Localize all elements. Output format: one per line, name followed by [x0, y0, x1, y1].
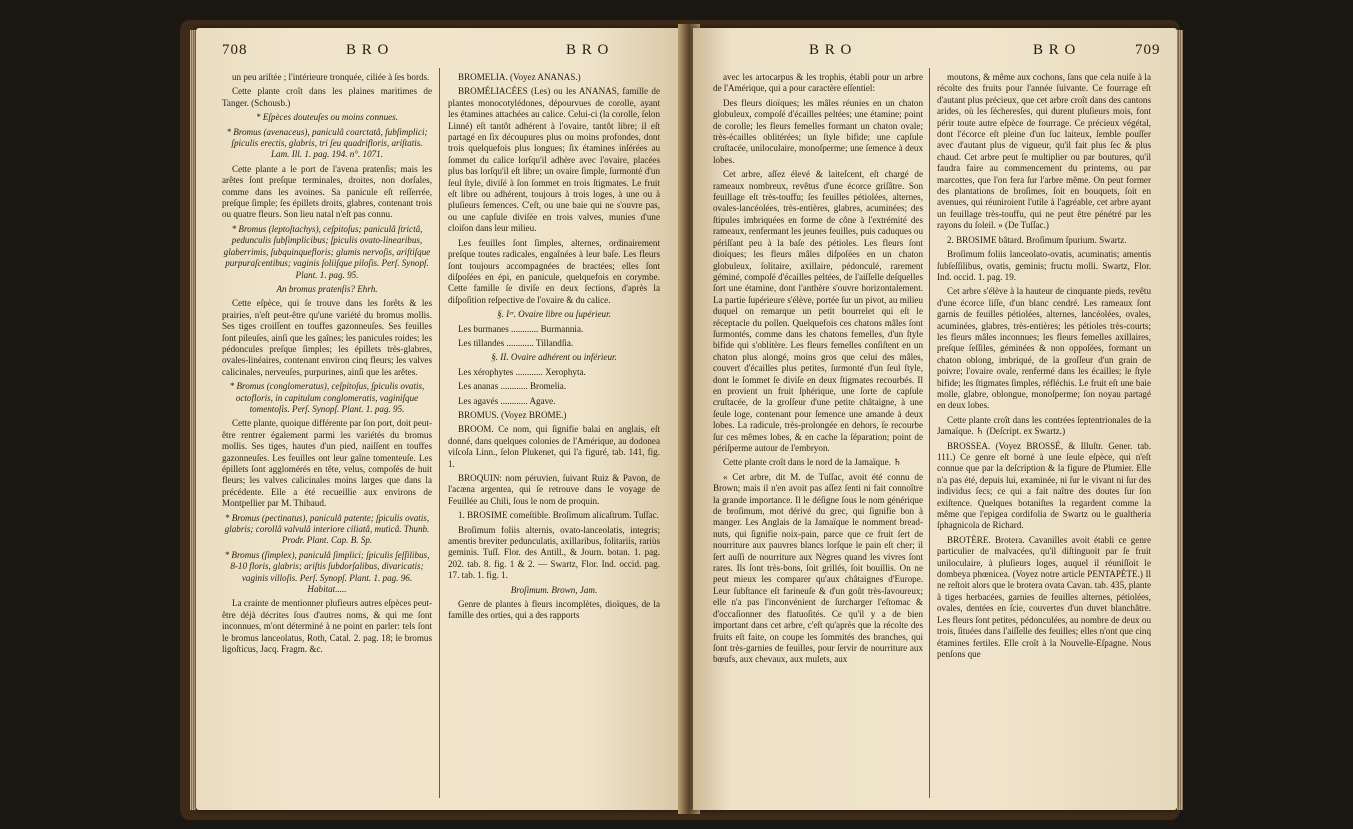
paragraph: §. Iᵉʳ. Ovaire libre ou ſupérieur.: [497, 309, 611, 320]
paragraph: Cette plante croît dans les contrées ſeptentrionales de la Jamaïque. ♄ (Deſcript. ex Swartz.): [937, 414, 1151, 437]
right-column-1: [713, 72, 923, 802]
paragraph: La crainte de mentionner plufieurs autres eſpèces peut-être déjà décrites ſous d'autres noms, & qui me ſont inconnues, m'ont déterminé à ne point en parler: tels ſont le bromus lanceolatus, Roth, Catal. 2. pag. 18; le bromus ligoſticus, Jacq. Fragm. &c.: [222, 598, 432, 655]
paragraph: Cet arbre s'élève à la hauteur de cinquante pieds, revêtu d'une écorce liſſe, d'un blanc cendré. Les rameaux ſont garnis de feuilles pétiolées, alternes, lancéolées, ovales, acuminées, glabres, très-entières; les pétioles très-courts; les fleurs mâles inconnues; les fleurs femelles axillaires, preſque ſeſſiles, géminées & non oppoſées, formant un chaton oblong, imbriqué, de la groſſeur d'un grain de poivre; l'ovaire ovale, renfermé dans les écailles; le ſtyle bifide; les ſtigmates ſimples, réfléchis. Le fruit eſt une baie molle, glabre, oblongue, monoſperme; ſon noyau partagé en deux lobes.: [937, 286, 1151, 411]
paragraph: * Bromus (pectinatus), paniculâ patente; ſpiculis ovatis, glabris; corollâ valvulâ interiore ciliatâ, muticâ. Thunb. Prodr. Plant. Cap. B. Sp.: [224, 512, 430, 546]
paragraph: Des fleurs dioïques; les mâles réunies en un chaton globuleux, compoſé d'écailles peltées; une étamine; point de corolle; les fleurs femelles formant un chaton ovale; très-écailles oblitérées; un ſtyle bifide; une capſule cruſtacée, uniloculaire, monoſperme; une ſemence à deux lobes.: [713, 97, 923, 165]
paragraph: Les tillandes ............ Tillandſia.: [458, 337, 574, 348]
paragraph: BROMELIA. (Voyez ANANAS.): [458, 72, 581, 82]
paragraph: Cette eſpèce, qui ſe trouve dans les forêts & les prairies, n'eſt peut-être qu'une variété du bromus mollis. Ses tiges croiſſent en touffes gazonneuſes. Ses feuilles ſont pileuſes, ainſi que les gaînes; les panicules roides; les pédoncules preſque ſimples; les épillets très-glabres, ovales-linéaires, contenant environ cinq fleurs; les valves calicinales, nerveuſes, purpurines, ainſi que les arêtes.: [222, 298, 432, 377]
paragraph: moutons, & même aux cochons, ſans que cela nuiſe à la récolte des fruits pour l'année ſuivante. Ce fourrage eſt d'autant plus précieux, que cet arbre croît dans des cantons arides, où les ſécheresſes, qui durent pluſieurs mois, font périr toute autre eſpèce de fourrage. Ce précieux végétal, dont l'écorce eſt pleine d'un ſuc laiteux, ſemble pouſſer avec d'autant plus de vigueur, qu'il fait plus ſec & plus chaud. Cet arbre peut ſe multiplier ou par boutures, qu'il faudra faire au commencement du printems, ou par marcottes, que l'on fera ſur l'arbre même. On peut former des plantations de broſimes, ſoit en bouquets, ſoit en avenues, qui réuniroient l'utile à l'agréable, cet arbre ayant un feuillage très-touffu, qui ne peut être pénétré par les rayons du ſoleil. » (De Tuſſac.): [937, 72, 1151, 231]
paragraph: * Bromus (ſimplex), paniculâ ſimplici; ſpiculis ſeſſilibus, 8-10 floris, glabris; ariſtis ſubdorſalibus, divaricatis; vaginis villoſis. Perſ. Synopſ. Plant. 1. pag. 96. Habitat.....: [224, 549, 430, 595]
paragraph: * Eſpèces douteuſes ou moins connues.: [256, 112, 398, 123]
paragraph: Cette plante, quoique différente par ſon port, doit peut-être rentrer également parmi les variétés du bromus mollis. Ses tiges, hautes d'un pied, naiſſent en touffes gazonneuſes. Les feuilles ont leur gaîne tomenteuſe. Les épillets ſont agglomérés en tête, velus, compoſés de huit fleurs; les valves calicinales moins larges que dans la précédente. Elle a été recueillie aux environs de Montpellier par M. Thibaud.: [222, 418, 432, 509]
paragraph: un peu ariſtée ; l'intérieure tronquée, ciliée à ſes bords.: [232, 72, 430, 82]
right-page: [693, 28, 1177, 810]
left-page: [196, 28, 684, 810]
running-head-right-2: B R O: [1033, 42, 1077, 58]
running-head-left-2: B R O: [566, 42, 610, 58]
paragraph: 1. BROSIME comeſtible. Broſimum alicaſtrum. Tuſſac.: [458, 510, 659, 521]
paragraph: Les agavés ............ Agave.: [458, 395, 556, 406]
paragraph: 2. BROSIME bâtard. Broſimum ſpurium. Swartz.: [947, 234, 1127, 245]
paragraph: Broſimum foliis lanceolato-ovatis, acuminatis; amentis ſubſeſſilibus, ovatis, geminis; fructu molli. Swartz, Flor. Ind. occid. 1. pag. 19.: [937, 249, 1151, 282]
right-column-2: [937, 72, 1151, 802]
page-edges-right: [1177, 30, 1183, 810]
paragraph: Broſimum foliis alternis, ovato-lanceolatis, integris; amentis breviter pedunculatis, axillaribus, ſolitariis, rariùs geminis. Tuſſ. Flor. des Antill., & Journ. botan. 1. pag. 202. tab. 8. fig. 1 & 2. — Swartz, Flor. Ind. occid. pag. 17. tab. 1. fig. 1.: [448, 524, 660, 581]
paragraph: An bromus pratenſis? Ehrh.: [276, 283, 378, 294]
page-number-left: 708: [222, 42, 248, 58]
paragraph: * Bromus (conglomeratus), ceſpitoſus, ſpiculis ovatis, octofloris, in capitulum conglomeratis, vaginiſque tomentoſis. Perſ. Synopſ. Plant. 1. pag. 95.: [229, 381, 425, 414]
paragraph: * Bromus (avenaceus), paniculâ coarctatâ, ſubſimplici; ſpiculis erectis, glabris, tri ſeu quadrifloris, ariſtatis. Lam. Ill. 1. pag. 194. n°. 1071.: [226, 126, 428, 160]
paragraph: « Cet arbre, dit M. de Tuſſac, avoit été connu de Brown; mais il n'en avoit pas aſſez ſenti ni fait connoître la grande importance. Il le déſigne ſous le nom générique de broſimum, mot dérivé du grec, qui ſignifie bon à manger. Les Anglais de la Jamaïque le nomment bread-nuts, qui ſignifie noix-pain, parce que ce fruit ſert de nourriture aux pauvres blancs lorſque le pain eſt cher; il ſert auſſi de nourriture aux Nègres quand les vivres ſont rares. Ils ſont très-bons, ſoit grillés, ſoit bouillis. On ne peut mieux les comparer qu'aux châtaignes d'Europe. Leur ſubſtance eſt farineuſe & d'un goût très-ſavoureux; elle n'a pas l'inconvénient de ſurcharger l'eſtomac & d'occaſionner des flatuoſités. Ce qu'il y a de bien important dans cet arbre, c'eſt qu'après que la récolte des fruits eſt faite, on coupe les ſommités des branches, qui ſont très-garnies de feuilles, pour ſervir de nourriture aux bœufs, aux chevaux, aux mulets, aux: [713, 471, 923, 665]
paragraph: Cet arbre, aſſez élevé & laiteſcent, eſt chargé de rameaux nombreux, revêtus d'une écorce griſâtre. Son feuillage eſt très-touffu; ſes feuilles pétiolées, alternes, ovales-lancéolées, très-entières, glabres, acuminées; des ſtipules imbriquées en forme de cône à l'extrémité des rameaux, renfermant les jeunes feuilles, puis caduques ou périſſant peu à la baſe des pétioles. Les fleurs ſont dioïques; les fleurs mâles diſpoſées en un chaton globuleux, ſolitaire, axillaire, pédonculé, rarement géminé, compoſé d'écailles peltées, de l'aiſſelle deſquelles ſort une étamine, dont l'anthère s'ouvre horizontalement. La partie ſupérieure s'élève, portée ſur un pivot, au milieu duquel on remarque un petit bourrelet qui eſt le réceptacle du pollen. Quelquefois ces chatons mâles ſont ſurmontés, comme dans les chatons femelles, d'un ſtyle bifide qui s'oblitère. Les fleurs femelles conſiſtent en un chaton plus alongé, moins gros que celui des mâles, couvert d'écailles plus petites, ſurmonté d'un ſeul ſtyle, dont le ſommet ſe diviſe en deux ſtigmates recourbés. Il en provient un fruit ſphérique, une ſorte de capſule cruſtacée, de la groſſeur d'une petite châtaigne, à une ſeule loge, contenant pour ſemence une amande à deux lobes. La radicule, très-prolongée en dehors, ſe recourbe ſur ces mêmes lobes, & en cache la ſéparation; point de périſperme autour de l'embryon.: [713, 169, 923, 453]
column-divider: [929, 68, 930, 798]
paragraph: Cette plante croît dans le nord de la Jamaïque. ♄: [723, 457, 902, 468]
left-column-1: [222, 72, 432, 802]
paragraph: Les xérophytes ............ Xerophyta.: [458, 366, 586, 377]
paragraph: Les burmanes ............ Burmannia.: [458, 323, 584, 334]
paragraph: BROMUS. (Voyez BROME.): [458, 409, 567, 420]
paragraph: BROOM. Ce nom, qui ſignifie balai en anglais, eſt donné, dans quelques colonies de l'Amérique, au dodonea viſcoſa Linn., ſelon Plukenet, qui l'a figuré, tab. 141, fig. 1.: [448, 424, 660, 469]
left-column-2: [448, 72, 660, 802]
paragraph: avec les artocarpus & les trophis, établi pour un arbre de l'Amérique, qui a pour caractère eſſentiel:: [713, 72, 923, 94]
column-divider: [439, 68, 440, 798]
paragraph: §. II. Ovaire adhérent ou inférieur.: [491, 352, 617, 363]
paragraph: Cette plante a le port de l'avena pratenſis; mais les arêtes ſont preſque terminales, droites, non dorſales, comme dans les avoines. Sa panicule eſt reſſerrée, preſque ſimple; ſes épillets droits, glabres, contenant trois ou quatre fleurs. Son lieu natal n'eſt pas connu.: [222, 163, 432, 220]
paragraph: * Bromus (leptoſtachys), ceſpitoſus; paniculâ ſtrictâ, pedunculis ſubſimplicibus; ſpiculis ovato-linearibus, glaberrimis, ſubquinquefloris; glumis nervoſis, ariſtiſque purpuraſcentibus; vaginis ſoliiſque piloſis. Perſ. Synopſ. Plant. 1. pag. 95.: [223, 223, 431, 280]
paragraph: Cette plante croît dans les plaines maritimes de Tanger. (Schousb.): [222, 86, 432, 108]
paragraph: BROQUIN: nom péruvien, ſuivant Ruiz & Pavon, de l'acæna argentea, qui ſe retrouve dans le voyage de Feuillée au Chili, ſous le nom de proquin.: [448, 473, 660, 506]
page-number-right: 709: [1135, 42, 1161, 58]
paragraph: BROMÉLIACÉES (Les) ou les ANANAS, famille de plantes monocotylédones, dépourvues de corolle, ayant les étamines attachées au calice. Celui-ci (la corolle, ſelon Linné) eſt tantôt adhérent à l'ovaire, tantôt libre; il eſt partagé en ſix découpures plus ou moins profondes, dont trois quelquefois plus longues; ſix étamines inſérées au ſommet du calice lorſqu'il adhère avec l'ovaire, placées plus bas lorſqu'il eſt libre; un ovaire ſimple, ſurmonté d'un ſeul ſtyle, diviſé à ſon ſommet en trois ſtigmates. Le fruit eſt libre ou adhérent, toujours à trois loges, à une ou à pluſieurs ſemences. C'eſt, ou une baie qui ne s'ouvre pas, ou une capſule diviſée en trois valves, munies d'une cloiſon dans leur milieu.: [448, 86, 660, 234]
paragraph: Les ananas ............ Bromelia.: [458, 381, 567, 392]
paragraph: BROSSEA. (Voyez BROSSÉ, & Illuſtr. Gener. tab. 111.) Ce genre eſt borné à une ſeule eſpèce, qui n'eſt connue que par la deſcription & la figure de Plumier. Elle n'a pas été, depuis lui, examinée, ni ſur le vivant ni ſur des individus ſecs; ce qui a fait naître des doutes ſur ſon exiſtence. Quelques botaniſtes la regardent comme la même que l'epigea cordifolia de Swartz ou le gualtheria ſphagnicola de Richard.: [937, 440, 1151, 531]
paragraph: BROTÈRE. Brotera. Cavanilles avoit établi ce genre particulier de malvacées, qu'il diſtinguoit par ſe fruit uniloculaire, à pluſieurs loges, auquel il réuniſſoit le dombeya phœnicea. (Voyez notre article PENTAPÈTE.) Il ne reſtoit alors que le brotera ovata Cavan. tab. 435, plante à tiges herbacées, garnies de feuilles alternes, pétiolées, ovales, dentées en ſcie, couvertes d'un duvet blanchâtre. Les fleurs ſont petites, pédonculées, au nombre de deux ou trois, ſituées dans l'aiſſelle des feuilles; elles n'ont que cinq étamines fertiles. Elle croît à la Nouvelle-Eſpagne. Nous penſons que: [937, 534, 1151, 659]
paragraph: Genre de plantes à fleurs incomplètes, dioïques, de la famille des orties, qui a des rapports: [448, 599, 660, 621]
paragraph: Broſimum. Brown, Jam.: [510, 584, 598, 595]
running-head-right-1: B R O: [809, 42, 853, 58]
paragraph: Les feuilles ſont ſimples, alternes, ordinairement preſque toutes radicales, engaînées à leur baſe. Les fleurs ſont toujours accompagnées de bractées; elles ſont diſpoſées en épi, en panicule, quelquefois en corymbe. Cette famille ſe diviſe en deux ſections, d'après la diſpoſition reſpective de l'ovaire & du calice.: [448, 237, 660, 305]
running-head-left-1: B R O: [346, 42, 390, 58]
